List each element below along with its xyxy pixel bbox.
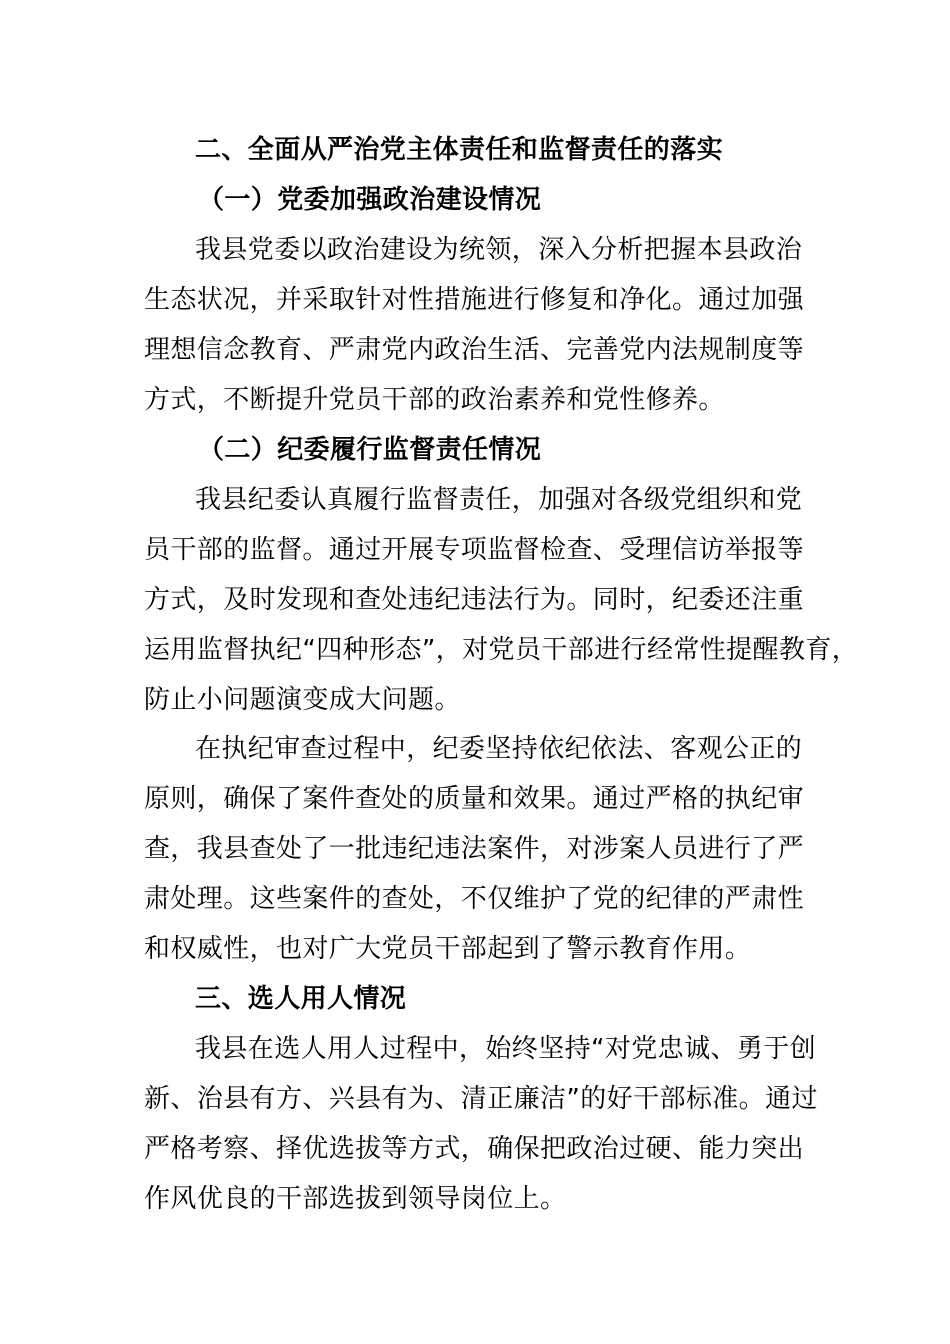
paragraph-line: 严格考察、择优选拔等方式，确保把政治过硬、能力突出: [144, 1134, 805, 1164]
paragraph-line: 理想信念教育、严肃党内政治生活、完善党内法规制度等: [144, 335, 805, 365]
paragraph-line: 防止小问题演变成大问题。: [144, 685, 461, 715]
section-heading-2: 二、全面从严治党主体责任和监督责任的落实: [195, 135, 724, 165]
paragraph-line: 查，我县查处了一批违纪违法案件，对涉案人员进行了严: [144, 834, 805, 864]
paragraph-line: 作风优良的干部选拔到领导岗位上。: [144, 1184, 567, 1214]
paragraph-line: 我县在选人用人过程中，始终坚持“对党忠诚、勇于创: [195, 1034, 817, 1064]
paragraph-line: 我县党委以政治建设为统领，深入分析把握本县政治: [195, 235, 803, 265]
subsection-heading-2: （二）纪委履行监督责任情况: [198, 435, 542, 465]
paragraph-line: 和权威性，也对广大党员干部起到了警示教育作用。: [144, 934, 752, 964]
section-heading-3: 三、选人用人情况: [195, 984, 407, 1014]
paragraph-line: 运用监督执纪“四种形态”，对党员干部进行经常性提醒教育，: [144, 635, 859, 665]
paragraph-line: 生态状况，并采取针对性措施进行修复和净化。通过加强: [144, 285, 805, 315]
paragraph-line: 肃处理。这些案件的查处，不仅维护了党的纪律的严肃性: [144, 884, 805, 914]
paragraph-line: 方式，不断提升党员干部的政治素养和党性修养。: [144, 385, 725, 415]
paragraph-line: 新、治县有方、兴县有为、清正廉洁”的好干部标准。通过: [144, 1084, 818, 1114]
paragraph-line: 在执纪审查过程中，纪委坚持依纪依法、客观公正的: [195, 734, 803, 764]
subsection-heading-1: （一）党委加强政治建设情况: [198, 185, 542, 215]
paragraph-line: 我县纪委认真履行监督责任，加强对各级党组织和党: [195, 485, 803, 515]
paragraph-line: 原则，确保了案件查处的质量和效果。通过严格的执纪审: [144, 784, 805, 814]
paragraph-line: 员干部的监督。通过开展专项监督检查、受理信访举报等: [144, 535, 805, 565]
paragraph-line: 方式，及时发现和查处违纪违法行为。同时，纪委还注重: [144, 585, 805, 615]
